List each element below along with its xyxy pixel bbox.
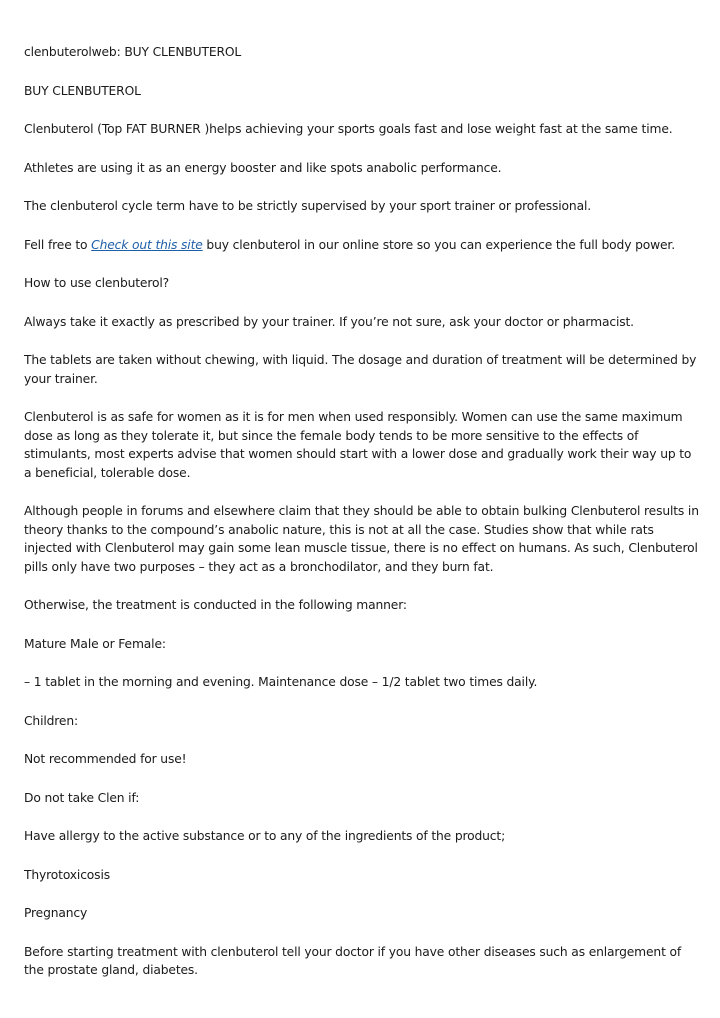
paragraph-treatment-manner: Otherwise, the treatment is conducted in the following manner: <box>24 598 407 612</box>
paragraph-intro: Clenbuterol (Top FAT BURNER )helps achieving your sports goals fast and lose weight fast at the same time. <box>24 122 673 136</box>
paragraph-thyrotoxicosis: Thyrotoxicosis <box>24 867 110 882</box>
document-body <box>24 43 700 1000</box>
paragraph-bulking: Although people in forums and elsewhere claim that they should be able to obtain bulking Clenbuterol results in theory thanks to the compound’s anabolic nature, this is not at all the case. Studies show that while rats injected with Clenbuterol may gain some lean muscle tissue, there is no effect on humans. As such, Clenbuterol pills only have two purposes – they act as a bronchodilator, and they burn fat. <box>24 504 699 574</box>
paragraph-prescribed: Always take it exactly as prescribed by your trainer. If you’re not sure, ask your doctor or pharmacist. <box>24 314 634 329</box>
paragraph-not-recommended: Not recommended for use! <box>24 752 187 766</box>
paragraph-how-to-use: How to use clenbuterol? <box>24 276 169 290</box>
document-title: clenbuterolweb: BUY CLENBUTEROL <box>24 45 242 59</box>
paragraph-mature: Mature Male or Female: <box>24 636 166 651</box>
paragraph-pregnancy: Pregnancy <box>24 906 88 920</box>
page-heading: BUY CLENBUTEROL <box>24 83 141 98</box>
paragraph-women: Clenbuterol is as safe for women as it is for men when used responsibly. Women can use the same maximum dose as long as they tolerate it, but since the female body tends to be more sensitive to the effects of stimulants, most experts advise that women should start with a lower dose and gradually work their way up to a beneficial, tolerable dose. <box>24 410 692 480</box>
paragraph-allergy: Have allergy to the active substance or to any of the ingredients of the product; <box>24 829 506 843</box>
paragraph-store <box>24 236 700 255</box>
paragraph-store-after: buy clenbuterol in our online store so you can experience the full body power. <box>202 237 675 252</box>
paragraph-athletes: Athletes are using it as an energy booster and like spots anabolic performance. <box>24 160 502 175</box>
paragraph-children: Children: <box>24 713 78 728</box>
paragraph-do-not-take: Do not take Clen if: <box>24 790 140 805</box>
paragraph-dosage: – 1 tablet in the morning and evening. Maintenance dose – 1/2 tablet two times daily. <box>24 675 538 689</box>
paragraph-cycle: The clenbuterol cycle term have to be strictly supervised by your sport trainer or professional. <box>24 199 591 213</box>
paragraph-before-treatment: Before starting treatment with clenbuterol tell your doctor if you have other diseases such as enlargement of the prostate gland, diabetes. <box>24 944 682 977</box>
paragraph-tablets: The tablets are taken without chewing, with liquid. The dosage and duration of treatment will be determined by your trainer. <box>24 353 697 386</box>
paragraph-store-before: Fell free to <box>24 237 92 252</box>
check-out-site-link[interactable]: Check out this site <box>91 237 203 252</box>
